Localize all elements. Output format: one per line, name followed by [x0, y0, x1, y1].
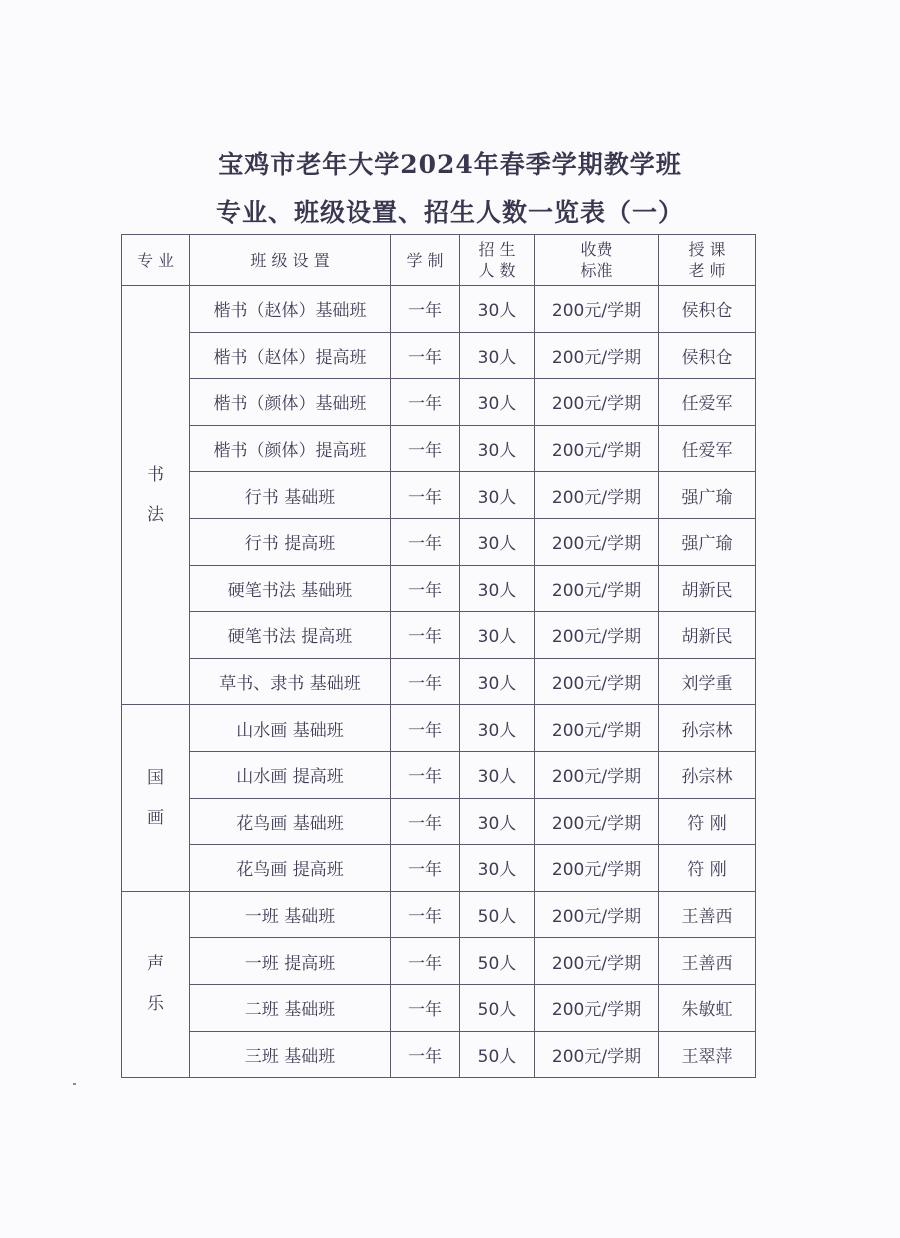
fee-cell: 200元/学期: [535, 612, 659, 659]
fee-cell: 200元/学期: [535, 845, 659, 892]
fee-cell: 200元/学期: [535, 1031, 659, 1078]
major-cell: [122, 286, 190, 705]
enrollment-cell: 30人: [460, 658, 535, 705]
teacher-cell: 王善西: [659, 891, 756, 938]
class-setup-cell: 花鸟画 基础班: [190, 798, 391, 845]
duration-cell: 一年: [391, 845, 460, 892]
teacher-cell: 符 刚: [659, 798, 756, 845]
fee-cell: 200元/学期: [535, 705, 659, 752]
class-setup-cell: 二班 基础班: [190, 984, 391, 1031]
duration-cell: 一年: [391, 658, 460, 705]
teacher-cell: 强广瑜: [659, 518, 756, 565]
teacher-cell: 任爱军: [659, 425, 756, 472]
teacher-cell: 强广瑜: [659, 472, 756, 519]
fee-cell: 200元/学期: [535, 938, 659, 985]
fee-cell: 200元/学期: [535, 565, 659, 612]
fee-cell: 200元/学期: [535, 798, 659, 845]
teacher-cell: 胡新民: [659, 612, 756, 659]
teacher-cell: 胡新民: [659, 565, 756, 612]
enrollment-cell: 50人: [460, 938, 535, 985]
table-row: [122, 845, 756, 892]
teacher-cell: 任爱军: [659, 379, 756, 426]
class-setup-cell: 楷书（赵体）提高班: [190, 332, 391, 379]
table-row: [122, 286, 756, 333]
major-label: 声乐: [147, 954, 164, 1015]
enrollment-cell: 30人: [460, 612, 535, 659]
enrollment-cell: 30人: [460, 751, 535, 798]
class-setup-cell: 楷书（赵体）基础班: [190, 286, 391, 333]
teacher-cell: 侯积仓: [659, 332, 756, 379]
enrollment-cell: 30人: [460, 845, 535, 892]
fee-cell: 200元/学期: [535, 751, 659, 798]
table-row: [122, 751, 756, 798]
course-table: [121, 234, 756, 1078]
enrollment-cell: 30人: [460, 472, 535, 519]
table-row: [122, 518, 756, 565]
fee-cell: 200元/学期: [535, 658, 659, 705]
duration-cell: 一年: [391, 332, 460, 379]
duration-cell: 一年: [391, 472, 460, 519]
teacher-cell: 符 刚: [659, 845, 756, 892]
teacher-cell: 刘学重: [659, 658, 756, 705]
header-major: 专 业: [122, 235, 190, 286]
enrollment-cell: 50人: [460, 1031, 535, 1078]
table-header-row: [122, 235, 756, 286]
table-body: [122, 286, 756, 1078]
table-row: [122, 984, 756, 1031]
class-setup-cell: 硬笔书法 提高班: [190, 612, 391, 659]
teacher-cell: 朱敏虹: [659, 984, 756, 1031]
header-enrollment-line-2: 人 数: [478, 261, 516, 280]
teacher-cell: 孙宗林: [659, 705, 756, 752]
duration-cell: 一年: [391, 379, 460, 426]
fee-cell: 200元/学期: [535, 891, 659, 938]
header-duration: 学 制: [391, 235, 460, 286]
duration-cell: 一年: [391, 612, 460, 659]
duration-cell: 一年: [391, 938, 460, 985]
table-row: [122, 705, 756, 752]
duration-cell: 一年: [391, 286, 460, 333]
enrollment-cell: 50人: [460, 984, 535, 1031]
class-setup-cell: 三班 基础班: [190, 1031, 391, 1078]
document-title-line-1: 宝鸡市老年大学2024年春季学期教学班: [218, 150, 682, 179]
table-row: [122, 379, 756, 426]
major-label: 书法: [147, 465, 164, 526]
table-row: [122, 938, 756, 985]
enrollment-cell: 30人: [460, 379, 535, 426]
teacher-cell: 侯积仓: [659, 286, 756, 333]
enrollment-cell: 50人: [460, 891, 535, 938]
document-title-line-2: 专业、班级设置、招生人数一览表（一）: [215, 198, 684, 227]
header-class-setup: [190, 235, 391, 286]
enrollment-cell: 30人: [460, 705, 535, 752]
class-setup-cell: 草书、隶书 基础班: [190, 658, 391, 705]
teacher-cell: 孙宗林: [659, 751, 756, 798]
duration-cell: 一年: [391, 565, 460, 612]
fee-cell: 200元/学期: [535, 379, 659, 426]
table-row: [122, 798, 756, 845]
enrollment-cell: 30人: [460, 332, 535, 379]
class-setup-cell: 行书 提高班: [190, 518, 391, 565]
teacher-cell: 王善西: [659, 938, 756, 985]
header-fee-line-2: 标准: [580, 261, 613, 280]
scan-speck: [73, 1083, 76, 1085]
major-label: 国画: [147, 768, 164, 829]
fee-cell: 200元/学期: [535, 332, 659, 379]
header-teacher-line-2: 老 师: [688, 261, 726, 280]
class-setup-cell: 一班 提高班: [190, 938, 391, 985]
major-cell: [122, 891, 190, 1077]
table-row: [122, 425, 756, 472]
duration-cell: 一年: [391, 798, 460, 845]
class-setup-cell: 楷书（颜体）基础班: [190, 379, 391, 426]
duration-cell: 一年: [391, 984, 460, 1031]
enrollment-cell: 30人: [460, 798, 535, 845]
header-class-setup-label: 班 级 设 置: [250, 250, 330, 270]
table-row: [122, 1031, 756, 1078]
table-row: [122, 658, 756, 705]
enrollment-cell: 30人: [460, 565, 535, 612]
major-cell: [122, 705, 190, 891]
fee-cell: 200元/学期: [535, 286, 659, 333]
class-setup-cell: 一班 基础班: [190, 891, 391, 938]
class-setup-cell: 山水画 提高班: [190, 751, 391, 798]
table-row: [122, 612, 756, 659]
class-setup-cell: 楷书（颜体）提高班: [190, 425, 391, 472]
enrollment-cell: 30人: [460, 425, 535, 472]
enrollment-cell: 30人: [460, 518, 535, 565]
header-teacher: [659, 235, 756, 286]
duration-cell: 一年: [391, 891, 460, 938]
header-enrollment: [460, 235, 535, 286]
class-setup-cell: 花鸟画 提高班: [190, 845, 391, 892]
enrollment-cell: 30人: [460, 286, 535, 333]
teacher-cell: 王翠萍: [659, 1031, 756, 1078]
class-setup-cell: 行书 基础班: [190, 472, 391, 519]
fee-cell: 200元/学期: [535, 425, 659, 472]
header-enrollment-line-1: 招 生: [478, 240, 516, 259]
header-fee: [535, 235, 659, 286]
fee-cell: 200元/学期: [535, 472, 659, 519]
table-row: [122, 891, 756, 938]
duration-cell: 一年: [391, 518, 460, 565]
duration-cell: 一年: [391, 425, 460, 472]
table-row: [122, 565, 756, 612]
duration-cell: 一年: [391, 1031, 460, 1078]
class-setup-cell: 硬笔书法 基础班: [190, 565, 391, 612]
class-setup-cell: 山水画 基础班: [190, 705, 391, 752]
header-teacher-line-1: 授 课: [688, 240, 726, 259]
table-row: [122, 472, 756, 519]
fee-cell: 200元/学期: [535, 984, 659, 1031]
duration-cell: 一年: [391, 705, 460, 752]
table-row: [122, 332, 756, 379]
duration-cell: 一年: [391, 751, 460, 798]
fee-cell: 200元/学期: [535, 518, 659, 565]
header-fee-line-1: 收费: [580, 240, 613, 259]
